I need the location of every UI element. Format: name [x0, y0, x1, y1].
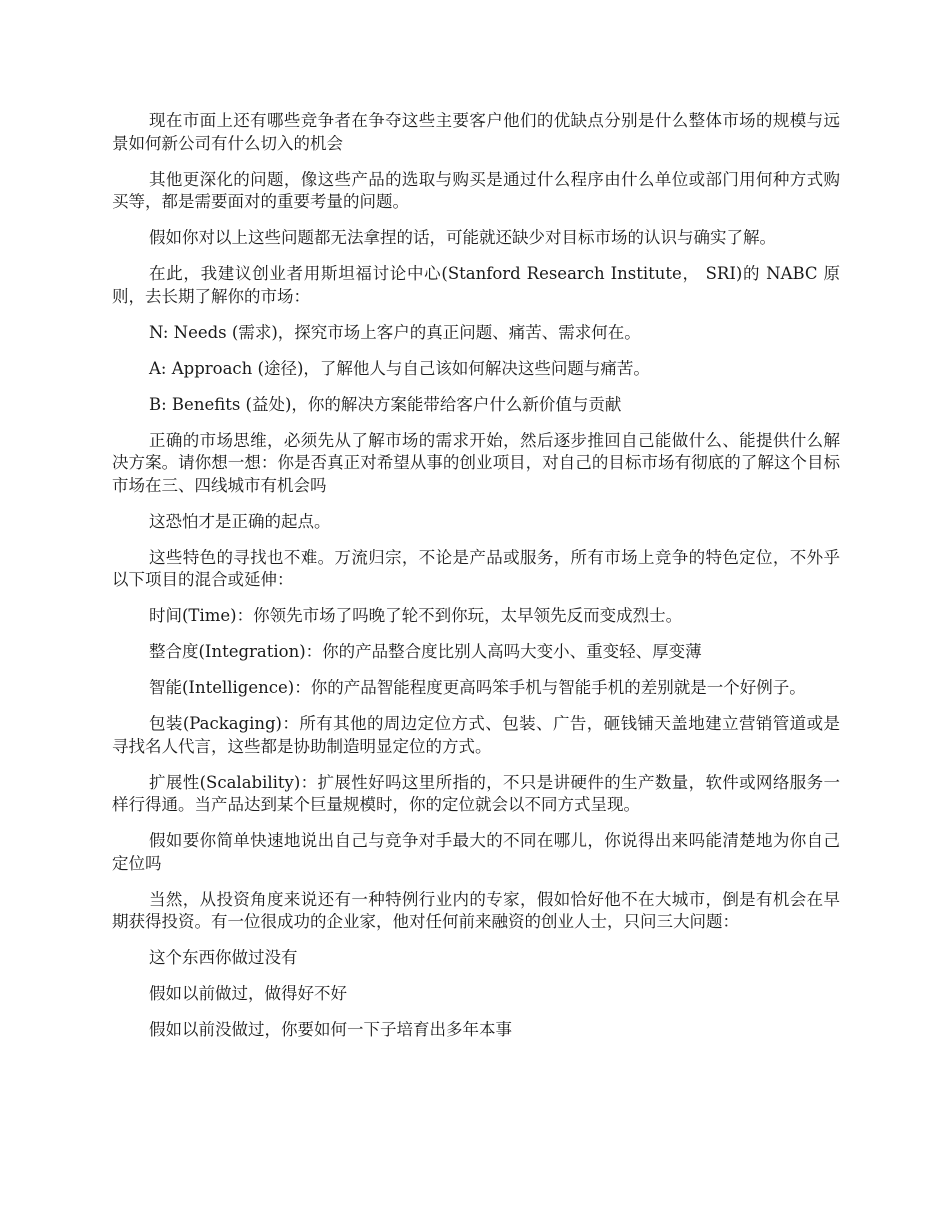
paragraph-starting-point: 这恐怕才是正确的起点。 [149, 511, 331, 531]
paragraph-features-intro: 这些特色的寻找也不难。万流归宗，不论是产品或服务，所有市场上竞争的特色定位，不外乎以下项目的混合或延伸： [112, 547, 840, 589]
paragraph-scalability: 扩展性(Scalability)：扩展性好吗这里所指的，不只是讲硬件的生产数量，软件或网络服务一样行得通。当产品达到某个巨量规模时，你的定位就会以不同方式呈现。 [112, 772, 840, 814]
paragraph-question-2: 假如以前做过，做得好不好 [149, 984, 347, 1003]
paragraph-question-3: 假如以前没做过，你要如何一下子培育出多年本事 [149, 1020, 512, 1039]
paragraph-investment: 当然，从投资角度来说还有一种特例行业内的专家，假如恰好他不在大城市，倒是有机会在早期获得投资。有一位很成功的企业家，他对任何前来融资的创业人士，只问三大问题： [112, 889, 840, 931]
paragraph-intelligence: 智能(Intelligence)：你的产品智能程度更高吗笨手机与智能手机的差别就是一个好例子。 [149, 678, 806, 697]
paragraph-competitors: 现在市面上还有哪些竞争者在争夺这些主要客户他们的优缺点分别是什么整体市场的规模与远景如何新公司有什么切入的机会 [112, 111, 840, 153]
paragraph-packaging: 包装(Packaging)：所有其他的周边定位方式、包装、广告，砸钱铺天盖地建立营销管道或是寻找名人代言，这些都是协助制造明显定位的方式。 [112, 714, 840, 756]
paragraph-deeper-questions: 其他更深化的问题，像这些产品的选取与购买是通过什么程序由什么单位或部门用何种方式购买等，都是需要面对的重要考量的问题。 [112, 169, 840, 211]
document-body [112, 110, 840, 1055]
paragraph-needs: N: Needs (需求)，探究市场上客户的真正问题、痛苦、需求何在。 [149, 322, 641, 342]
paragraph-nabc-intro: 在此，我建议创业者用斯坦福讨论中心(Stanford Research Institute， SRI)的 NABC 原则，去长期了解你的市场： [112, 264, 840, 306]
paragraph-approach: A: Approach (途径)，了解他人与自己该如何解决这些问题与痛苦。 [149, 358, 650, 378]
paragraph-benefits: B: Benefits (益处)，你的解决方案能带给客户什么新价值与贡献 [149, 394, 622, 414]
paragraph-market-thinking: 正确的市场思维，必须先从了解市场的需求开始，然后逐步推回自己能做什么、能提供什么解决方案。请你想一想：你是否真正对希望从事的创业项目，对自己的目标市场有彻底的了解这个目标市场在三、四线城市有机会吗 [112, 430, 840, 495]
paragraph-time: 时间(Time)：你领先市场了吗晚了轮不到你玩，太早领先反而变成烈士。 [149, 606, 683, 625]
paragraph-integration: 整合度(Integration)：你的产品整合度比别人高吗大变小、重变轻、厚变薄 [149, 642, 702, 661]
paragraph-target-market: 假如你对以上这些问题都无法拿捏的话，可能就还缺少对目标市场的认识与确实了解。 [149, 228, 776, 247]
paragraph-positioning: 假如要你简单快速地说出自己与竞争对手最大的不同在哪儿，你说得出来吗能清楚地为你自己定位吗 [112, 831, 840, 873]
paragraph-question-1: 这个东西你做过没有 [149, 948, 298, 967]
